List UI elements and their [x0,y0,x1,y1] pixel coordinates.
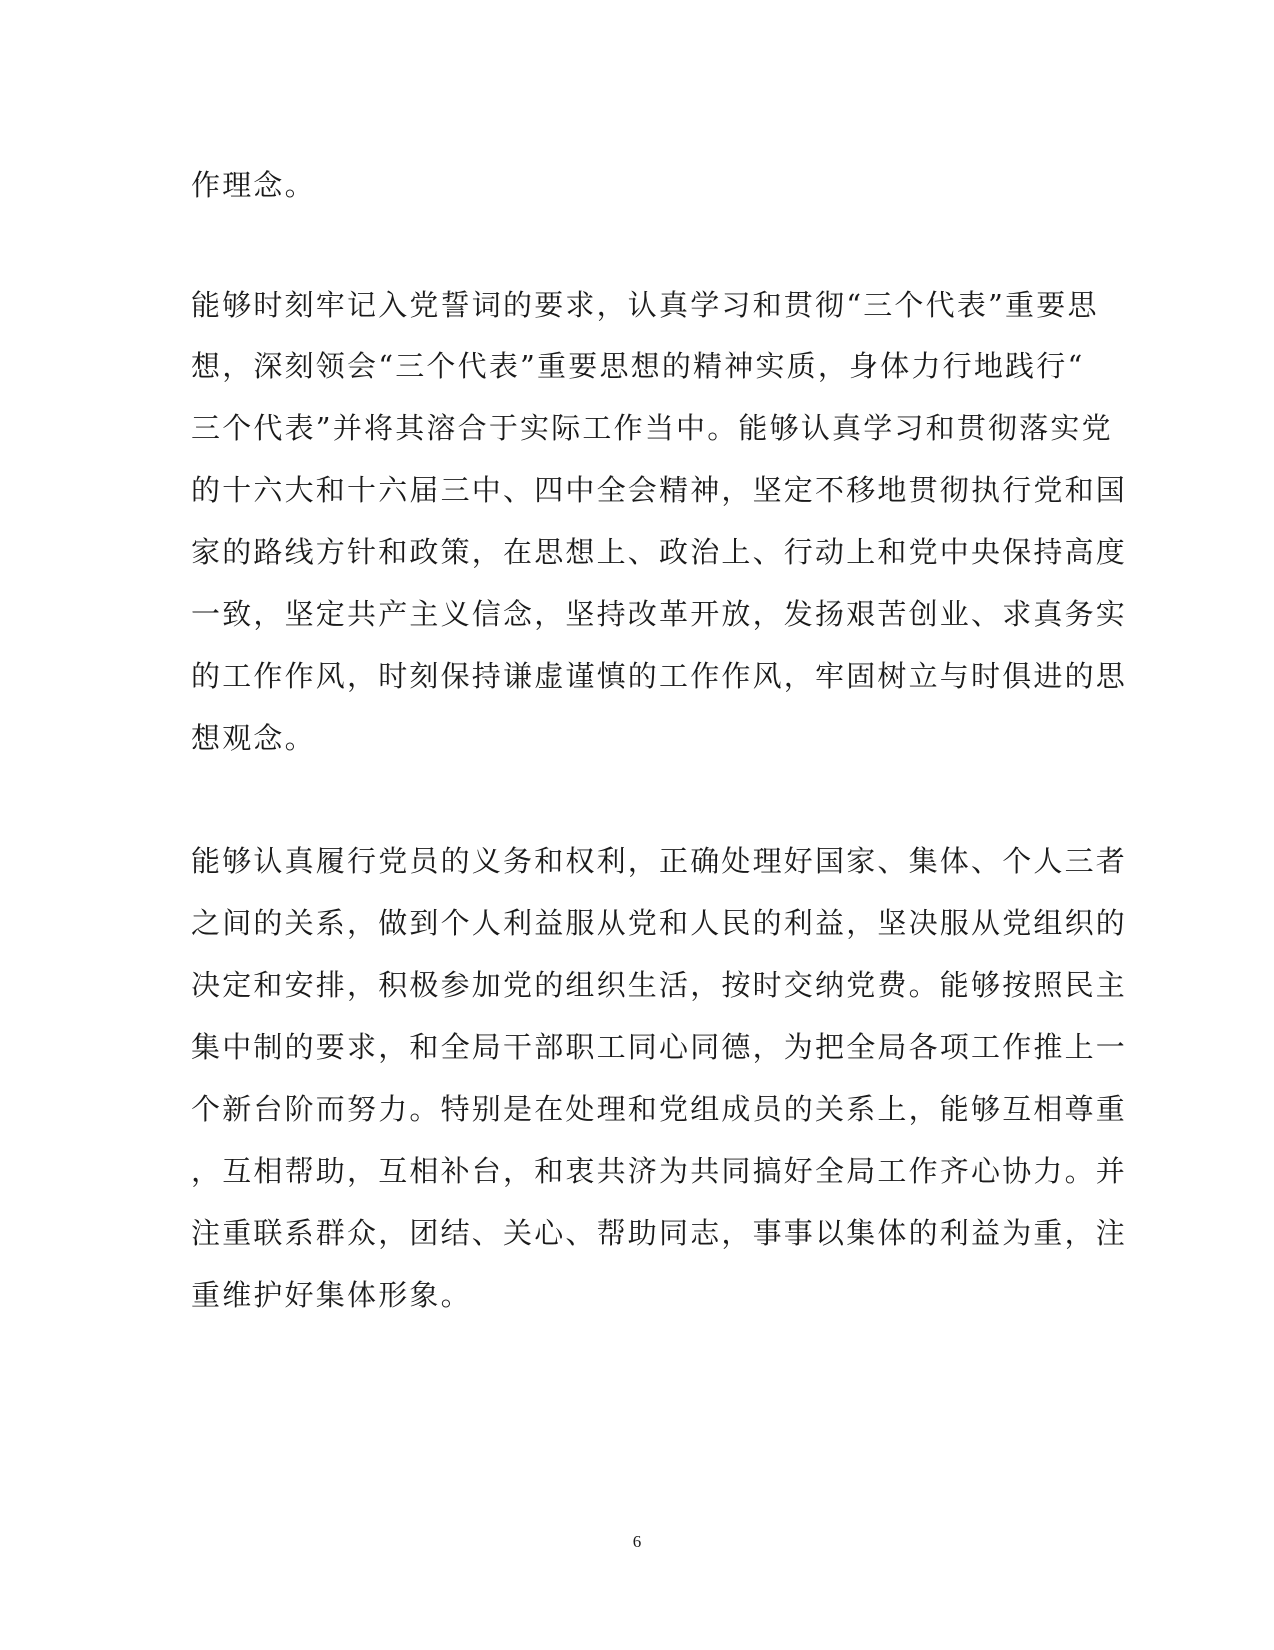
text-line: 个新台阶而努力。特别是在处理和党组成员的关系上，能够互相尊重 [191,1092,1128,1126]
text-line: 的工作作风，时刻保持谦虚谨慎的工作作风，牢固树立与时俱进的思 [191,659,1128,693]
text-line: 作理念。 [191,168,316,202]
page-number: 6 [632,1532,642,1551]
text-line: 集中制的要求，和全局干部职工同心同德，为把全局各项工作推上一 [191,1030,1128,1064]
text-line: 一致，坚定共产主义信念，坚持改革开放，发扬艰苦创业、求真务实 [191,597,1128,631]
text-line: 三个代表”并将其溶合于实际工作当中。能够认真学习和贯彻落实党 [191,411,1113,445]
text-line: 之间的关系，做到个人利益服从党和人民的利益，坚决服从党组织的 [191,906,1128,940]
text-line: 能够时刻牢记入党誓词的要求，认真学习和贯彻“三个代表”重要思 [191,288,1099,322]
text-line: 的十六大和十六届三中、四中全会精神，坚定不移地贯彻执行党和国 [191,473,1128,507]
text-line: ，互相帮助，互相补台，和衷共济为共同搞好全局工作齐心协力。并 [191,1154,1128,1188]
text-line: 注重联系群众，团结、关心、帮助同志，事事以集体的利益为重，注 [191,1216,1128,1250]
text-line: 家的路线方针和政策，在思想上、政治上、行动上和党中央保持高度 [191,535,1128,569]
text-line: 重维护好集体形象。 [191,1278,472,1312]
text-line: 想，深刻领会“三个代表”重要思想的精神实质，身体力行地践行“ [191,349,1085,383]
text-line: 决定和安排，积极参加党的组织生活，按时交纳党费。能够按照民主 [191,968,1128,1002]
text-line: 想观念。 [191,721,316,755]
text-line: 能够认真履行党员的义务和权利，正确处理好国家、集体、个人三者 [191,844,1128,878]
